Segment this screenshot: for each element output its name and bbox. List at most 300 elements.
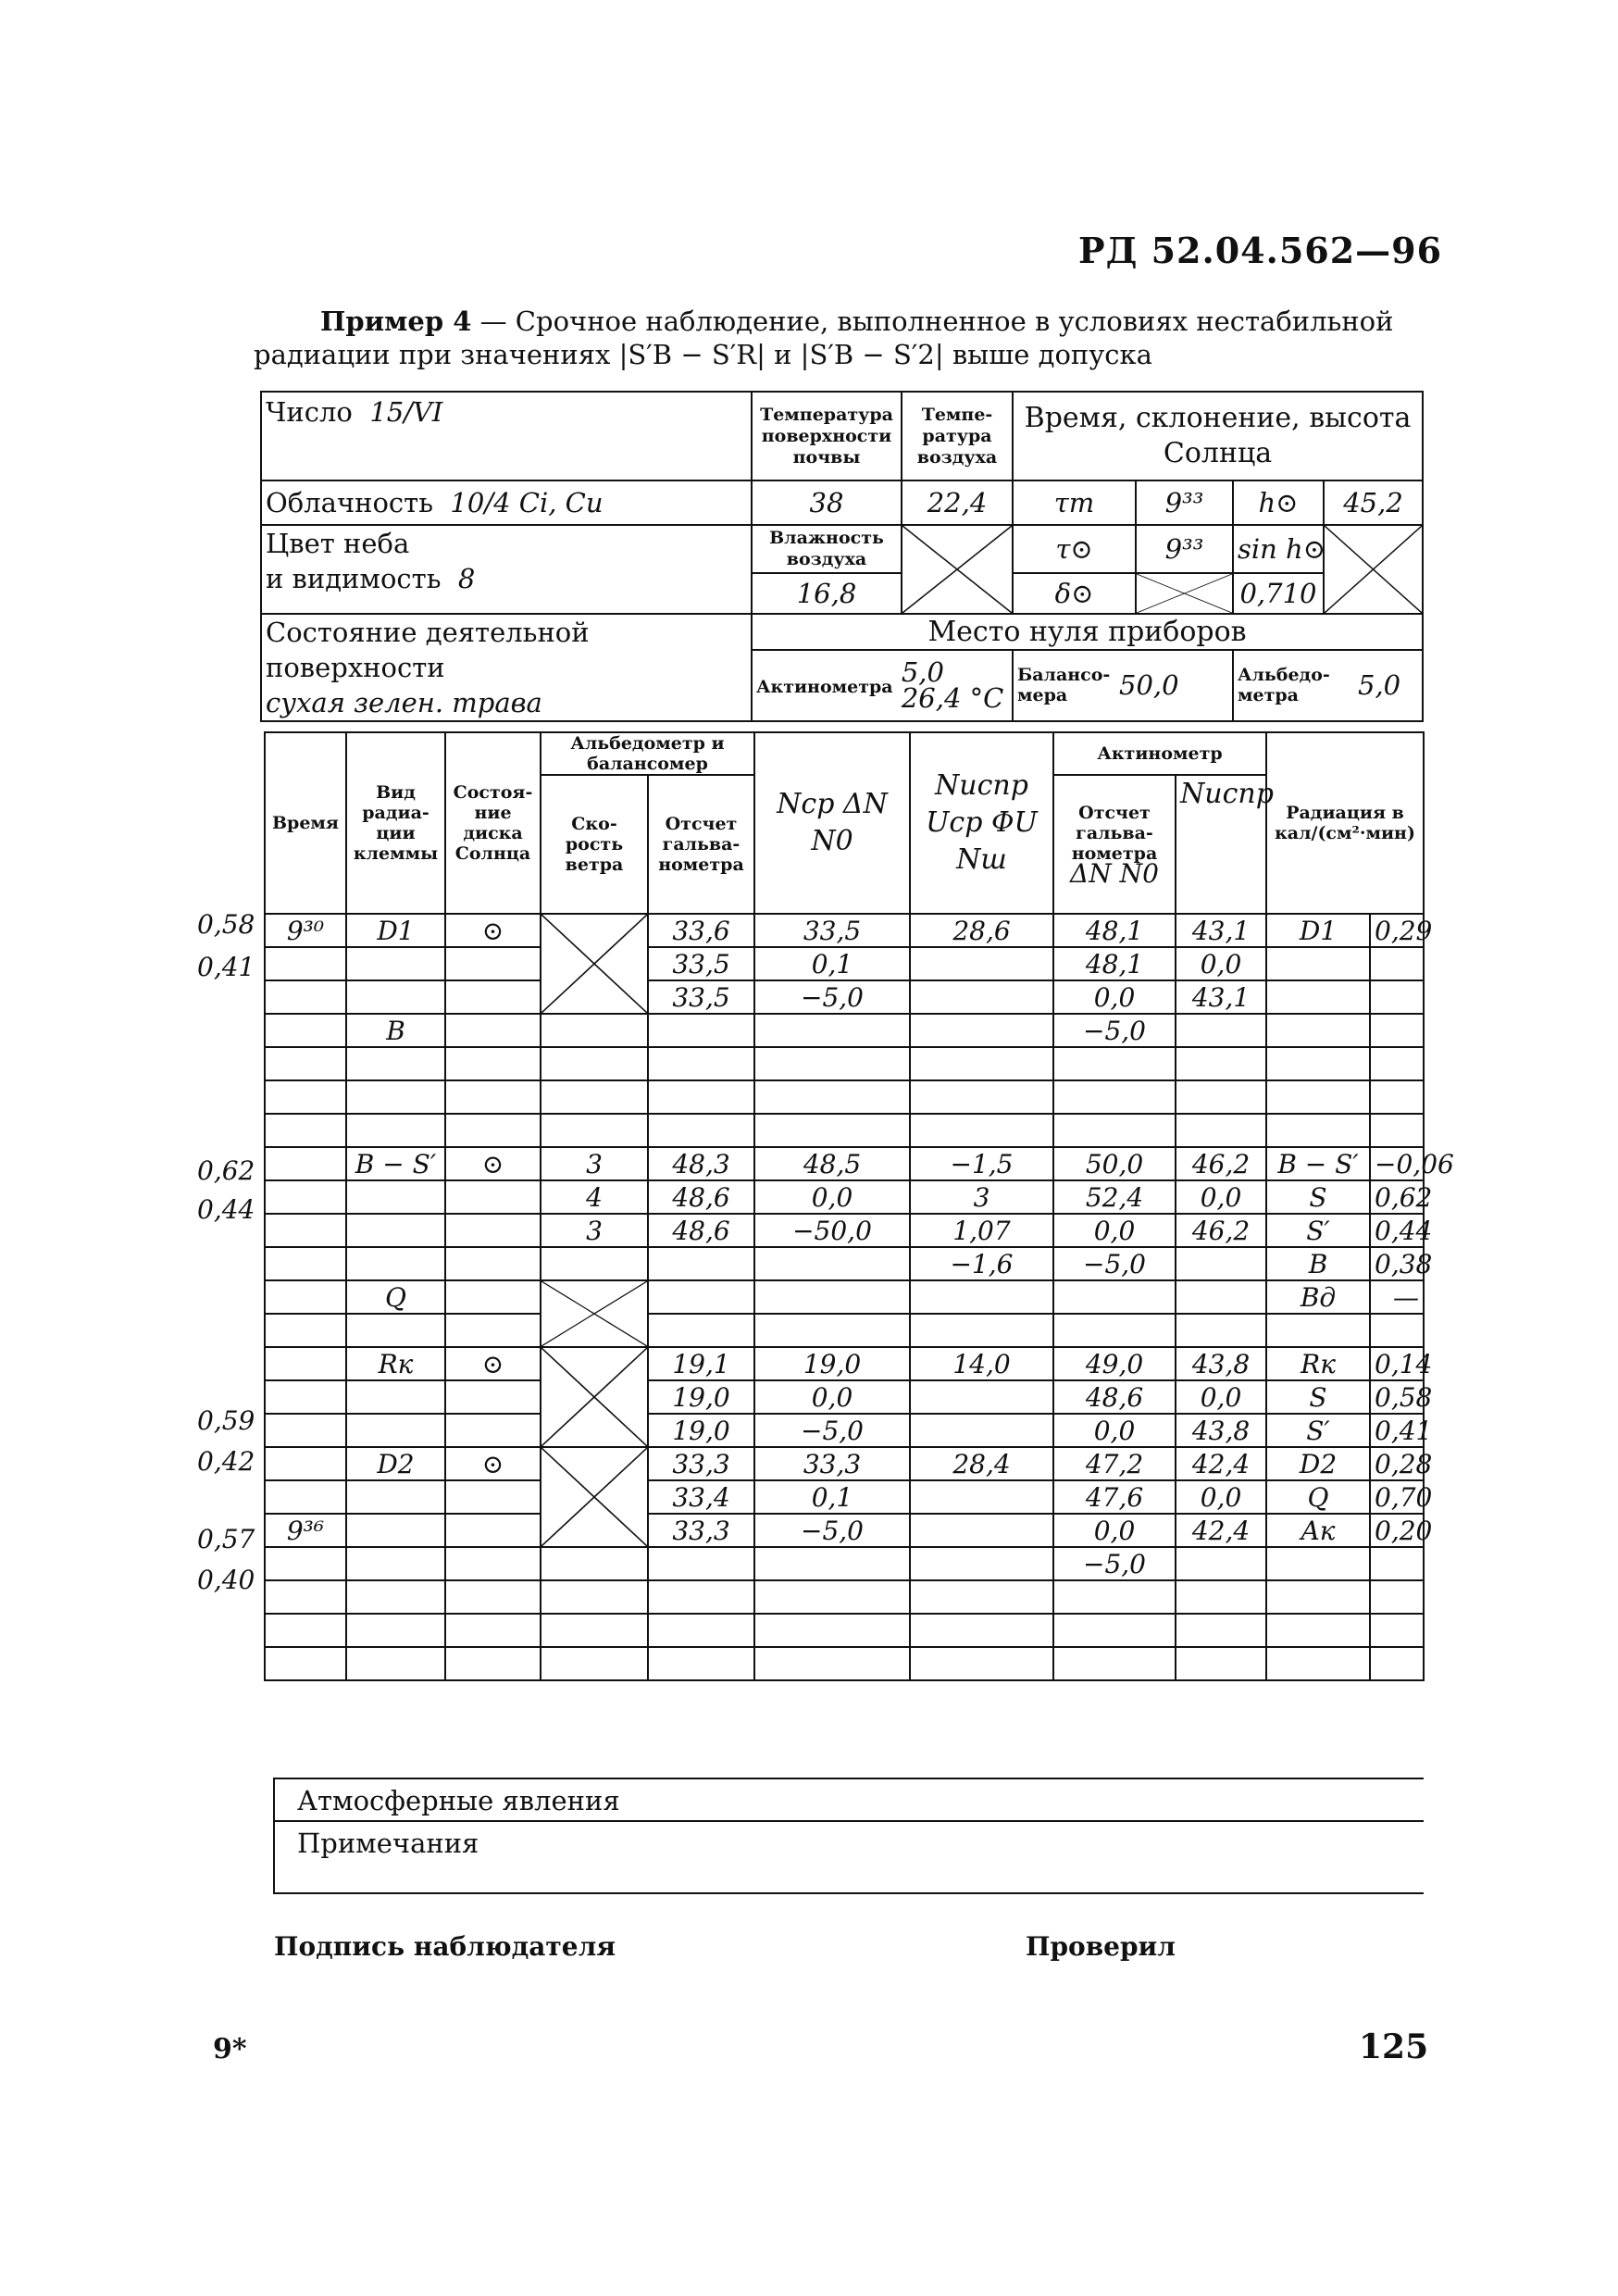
cell-nispr [910, 1080, 1053, 1114]
cell-rad-label: B − S′ [1266, 1147, 1370, 1180]
cell-anispr: 0,0 [1176, 1480, 1266, 1514]
cell-nispr [910, 1014, 1053, 1047]
cell-ncp [754, 1314, 910, 1347]
cell-nispr [910, 947, 1053, 980]
cell-wind [541, 1047, 648, 1080]
cell-nispr [910, 1514, 1053, 1547]
observation-table [264, 731, 1454, 1681]
table-row [265, 980, 1424, 1014]
table-row [265, 1614, 1424, 1647]
surface-cell: Состояние деятельной поверхности сухая зелен. трава [261, 614, 752, 721]
soil-temp-header: Температура поверхности почвы [752, 392, 902, 480]
table-row [265, 1047, 1424, 1080]
cell-anispr: 42,4 [1176, 1447, 1266, 1480]
cell-nispr: 3 [910, 1180, 1053, 1214]
cloud-cell: Облачность 10/4 Ci, Cu [261, 480, 752, 525]
cell-disk: ⊙ [445, 1347, 541, 1380]
side-value: 0,57 [197, 1524, 255, 1554]
cell-rad-value: 0,29 [1370, 914, 1424, 947]
cell-kind [346, 1080, 445, 1114]
cell-nispr [910, 1380, 1053, 1414]
cell-wind: 3 [541, 1147, 648, 1180]
cell-nispr [910, 1114, 1053, 1147]
air-temp-header: Темпе-ратура воздуха [902, 392, 1013, 480]
cell-kind [346, 1580, 445, 1614]
cell-anispr [1176, 1647, 1266, 1680]
crossed-cell [541, 1447, 648, 1547]
col-ncp: Nср ΔN N0 [754, 732, 910, 914]
cell-ncp: −50,0 [754, 1214, 910, 1247]
cell-rad-label: D1 [1266, 914, 1370, 947]
cell-rad-value [1370, 1114, 1424, 1147]
cell-time [265, 1480, 346, 1514]
cell-kind [346, 1114, 445, 1147]
cell-anispr [1176, 1047, 1266, 1080]
cell-rad-value: 0,20 [1370, 1514, 1424, 1547]
cell-wind [541, 1080, 648, 1114]
cell-disk [445, 1180, 541, 1214]
caption-line-2: радиации при значениях |S′B − S′R| и |S′B − S′2| выше допуска [254, 339, 1152, 370]
cell-agalv: 47,6 [1053, 1480, 1176, 1514]
cell-galv: 19,0 [648, 1414, 754, 1447]
cell-rad-label [1266, 1314, 1370, 1347]
cell-kind [346, 1514, 445, 1547]
side-value: 0,62 [197, 1155, 255, 1186]
cell-agalv: 0,0 [1053, 1514, 1176, 1547]
notes: Примечания [273, 1820, 1424, 1894]
cell-time [265, 1380, 346, 1414]
sky-cell: Цвет неба и видимость 8 [261, 525, 752, 614]
cell-disk [445, 1580, 541, 1614]
h-value: 45,2 [1324, 480, 1423, 525]
cell-nispr: −1,5 [910, 1147, 1053, 1180]
cell-time [265, 1014, 346, 1047]
cell-agalv [1053, 1614, 1176, 1647]
cell-nispr [910, 1647, 1053, 1680]
cell-disk [445, 1114, 541, 1147]
cell-rad-value: −0,06 [1370, 1147, 1424, 1180]
cell-time [265, 1280, 346, 1314]
cell-rad-label [1266, 1114, 1370, 1147]
cell-rad-value [1370, 947, 1424, 980]
cell-kind [346, 1247, 445, 1280]
cell-anispr [1176, 1280, 1266, 1314]
cell-nispr [910, 1414, 1053, 1447]
cell-time [265, 1147, 346, 1180]
table-row [265, 1547, 1424, 1580]
date-cell: Число 15/VI [261, 392, 752, 480]
col-disk: Состоя-ние диска Солнца [445, 732, 541, 914]
delta-label: δ⊙ [1013, 573, 1136, 614]
cell-agalv [1053, 1314, 1176, 1347]
table-row [265, 1447, 1424, 1480]
cell-ncp [754, 1247, 910, 1280]
atmospheric-phenomena: Атмосферные явления [273, 1778, 1424, 1820]
cell-galv: 48,3 [648, 1147, 754, 1180]
side-value: 0,42 [197, 1446, 255, 1477]
crossed-cell [541, 1280, 648, 1347]
cell-nispr: 1,07 [910, 1214, 1053, 1247]
cell-ncp: 0,1 [754, 1480, 910, 1514]
cell-galv [648, 1047, 754, 1080]
cell-agalv [1053, 1080, 1176, 1114]
cell-ncp: −5,0 [754, 1514, 910, 1547]
cell-ncp: 48,5 [754, 1147, 910, 1180]
cell-agalv: 48,1 [1053, 914, 1176, 947]
cell-anispr [1176, 1580, 1266, 1614]
cell-wind [541, 1647, 648, 1680]
cell-wind [541, 1247, 648, 1280]
cell-anispr: 43,1 [1176, 980, 1266, 1014]
cell-rad-value: 0,58 [1370, 1380, 1424, 1414]
cell-anispr [1176, 1014, 1266, 1047]
cell-galv: 33,6 [648, 914, 754, 947]
col-nispr: Nиспр Uср ΦU Nш [910, 732, 1053, 914]
cell-rad-label [1266, 1647, 1370, 1680]
table-row [265, 947, 1424, 980]
cell-ncp: 19,0 [754, 1347, 910, 1380]
cell-wind: 4 [541, 1180, 648, 1214]
cell-galv: 33,5 [648, 980, 754, 1014]
crossed-cell [541, 1347, 648, 1447]
soil-temp-value: 38 [752, 480, 902, 525]
cell-rad-label: S [1266, 1380, 1370, 1414]
col-albbal: Альбедометр и балансомер [541, 732, 754, 775]
cell-rad-value: 0,38 [1370, 1247, 1424, 1280]
cell-ncp [754, 1280, 910, 1314]
cell-time [265, 1547, 346, 1580]
cell-rad-value: 0,62 [1370, 1180, 1424, 1214]
cell-anispr [1176, 1314, 1266, 1347]
cell-agalv: 48,1 [1053, 947, 1176, 980]
cell-time [265, 1214, 346, 1247]
sinh-value: 0,710 [1233, 573, 1324, 614]
cell-wind [541, 1580, 648, 1614]
cell-anispr: 0,0 [1176, 1180, 1266, 1214]
cell-agalv: 0,0 [1053, 1214, 1176, 1247]
cell-galv: 33,4 [648, 1480, 754, 1514]
cell-disk [445, 1014, 541, 1047]
tau-label: τ⊙ [1013, 525, 1136, 573]
cell-rad-label [1266, 1580, 1370, 1614]
air-x-cell [902, 525, 1013, 614]
cell-galv: 19,1 [648, 1347, 754, 1380]
cell-time [265, 1180, 346, 1214]
cell-galv: 33,3 [648, 1514, 754, 1547]
table-row [265, 1080, 1424, 1114]
observer-signature: Подпись наблюдателя [274, 1931, 616, 1962]
cell-rad-label: Rк [1266, 1347, 1370, 1380]
col-agalv: Отсчет гальва-нометра ΔN N0 [1053, 775, 1176, 914]
cell-time [265, 1247, 346, 1280]
cell-disk [445, 1380, 541, 1414]
cell-agalv [1053, 1647, 1176, 1680]
col-wind: Ско-рость ветра [541, 775, 648, 914]
cell-kind [346, 1180, 445, 1214]
cell-agalv: 0,0 [1053, 980, 1176, 1014]
cell-time [265, 1447, 346, 1480]
cell-galv [648, 1647, 754, 1680]
cell-rad-label [1266, 947, 1370, 980]
cell-rad-label [1266, 1080, 1370, 1114]
table-row [265, 1647, 1424, 1680]
cell-time [265, 980, 346, 1014]
crossed-cell [541, 914, 648, 1014]
cell-anispr: 0,0 [1176, 947, 1266, 980]
cell-disk [445, 1314, 541, 1347]
cell-nispr [910, 980, 1053, 1014]
cell-time [265, 1614, 346, 1647]
cell-rad-label: Aк [1266, 1514, 1370, 1547]
delta-x-cell [1136, 573, 1233, 614]
table-row [265, 1480, 1424, 1514]
table-row [265, 1380, 1424, 1414]
cell-kind [346, 1047, 445, 1080]
table-row [265, 1147, 1424, 1180]
cell-agalv: −5,0 [1053, 1014, 1176, 1047]
cell-kind [346, 1480, 445, 1514]
cell-ncp [754, 1580, 910, 1614]
cell-wind [541, 1614, 648, 1647]
cell-kind: Rк [346, 1347, 445, 1380]
cell-time [265, 1580, 346, 1614]
cell-kind [346, 1647, 445, 1680]
cell-kind: D2 [346, 1447, 445, 1480]
cell-disk: ⊙ [445, 1147, 541, 1180]
cell-rad-value: 0,14 [1370, 1347, 1424, 1380]
sinh-label: sin h⊙ [1233, 525, 1324, 573]
caption-lead: Пример 4 [320, 306, 472, 337]
cell-anispr [1176, 1247, 1266, 1280]
balansomer-zero: Балансо-мера 50,0 [1013, 650, 1233, 721]
cell-galv [648, 1314, 754, 1347]
tau-value: 9³³ [1136, 525, 1233, 573]
cell-anispr: 0,0 [1176, 1380, 1266, 1414]
cell-rad-value: 0,44 [1370, 1214, 1424, 1247]
cell-galv [648, 1547, 754, 1580]
cell-kind [346, 1314, 445, 1347]
cell-ncp: 0,0 [754, 1380, 910, 1414]
cell-nispr: 28,6 [910, 914, 1053, 947]
cell-anispr: 46,2 [1176, 1214, 1266, 1247]
cell-kind: Q [346, 1280, 445, 1314]
cell-rad-label: D2 [1266, 1447, 1370, 1480]
cell-rad-value [1370, 1047, 1424, 1080]
albedometer-zero: Альбедо-метра 5,0 [1233, 650, 1423, 721]
humidity-value: 16,8 [752, 573, 902, 614]
table-row [265, 1514, 1424, 1547]
cell-disk [445, 1214, 541, 1247]
cell-galv [648, 1247, 754, 1280]
cell-ncp [754, 1647, 910, 1680]
cell-ncp [754, 1080, 910, 1114]
table-row [265, 1180, 1424, 1214]
cell-galv [648, 1280, 754, 1314]
cell-agalv: 0,0 [1053, 1414, 1176, 1447]
cell-rad-value [1370, 1647, 1424, 1680]
cell-rad-label [1266, 1047, 1370, 1080]
cell-nispr [910, 1047, 1053, 1080]
cell-rad-value: — [1370, 1280, 1424, 1314]
cell-agalv: −5,0 [1053, 1247, 1176, 1280]
cell-disk: ⊙ [445, 914, 541, 947]
cell-kind [346, 1414, 445, 1447]
side-value: 0,58 [197, 909, 255, 940]
side-value: 0,41 [197, 952, 255, 982]
observation-rows [265, 914, 1454, 1680]
cell-nispr: −1,6 [910, 1247, 1053, 1280]
cell-rad-label [1266, 1014, 1370, 1047]
cell-nispr [910, 1580, 1053, 1614]
cell-disk [445, 1514, 541, 1547]
cell-kind [346, 1614, 445, 1647]
cell-nispr: 28,4 [910, 1447, 1053, 1480]
cell-agalv: 50,0 [1053, 1147, 1176, 1180]
side-value: 0,40 [197, 1565, 255, 1595]
cell-disk [445, 1247, 541, 1280]
cell-ncp: −5,0 [754, 1414, 910, 1447]
cell-disk [445, 1414, 541, 1447]
cell-ncp: 0,1 [754, 947, 910, 980]
cell-kind [346, 980, 445, 1014]
cell-galv: 19,0 [648, 1380, 754, 1414]
cell-rad-label: Bд [1266, 1280, 1370, 1314]
page-number: 125 [1359, 2028, 1429, 2066]
cell-rad-label [1266, 1614, 1370, 1647]
cell-disk: ⊙ [445, 1447, 541, 1480]
cell-agalv: 49,0 [1053, 1347, 1176, 1380]
cell-galv: 33,3 [648, 1447, 754, 1480]
h-label: h⊙ [1233, 480, 1324, 525]
cell-agalv: 52,4 [1053, 1180, 1176, 1214]
cell-kind [346, 1214, 445, 1247]
cell-rad-label [1266, 980, 1370, 1014]
cell-rad-value [1370, 1314, 1424, 1347]
side-value: 0,44 [197, 1194, 255, 1225]
cell-agalv: 48,6 [1053, 1380, 1176, 1414]
cell-agalv [1053, 1114, 1176, 1147]
cell-anispr [1176, 1114, 1266, 1147]
cell-nispr [910, 1547, 1053, 1580]
cell-disk [445, 980, 541, 1014]
cell-disk [445, 1280, 541, 1314]
cell-rad-value: 0,41 [1370, 1414, 1424, 1447]
cell-time [265, 947, 346, 980]
cell-time [265, 1347, 346, 1380]
cell-anispr [1176, 1547, 1266, 1580]
cell-ncp: −5,0 [754, 980, 910, 1014]
cell-disk [445, 947, 541, 980]
cell-time [265, 1647, 346, 1680]
cell-kind [346, 947, 445, 980]
cell-galv: 33,5 [648, 947, 754, 980]
cell-rad-label: S′ [1266, 1214, 1370, 1247]
cell-wind: 3 [541, 1214, 648, 1247]
cell-time [265, 1314, 346, 1347]
cell-anispr [1176, 1080, 1266, 1114]
cell-disk [445, 1047, 541, 1080]
cell-time: 9³⁰ [265, 914, 346, 947]
cell-ncp [754, 1114, 910, 1147]
table-row [265, 1214, 1424, 1247]
tau-m-value: 9³³ [1136, 480, 1233, 525]
checked-by: Проверил [1026, 1931, 1176, 1962]
cell-nispr: 14,0 [910, 1347, 1053, 1380]
table-row [265, 1580, 1424, 1614]
cell-galv [648, 1114, 754, 1147]
cell-ncp: 0,0 [754, 1180, 910, 1214]
cell-disk [445, 1614, 541, 1647]
cell-ncp: 33,5 [754, 914, 910, 947]
table-row [265, 1114, 1424, 1147]
cell-anispr: 43,8 [1176, 1414, 1266, 1447]
cell-ncp [754, 1047, 910, 1080]
cell-wind [541, 1014, 648, 1047]
cell-anispr: 42,4 [1176, 1514, 1266, 1547]
col-rad: Радиация в кал/(см²·мин) [1266, 732, 1424, 914]
cell-rad-label: S [1266, 1180, 1370, 1214]
caption-text-1: — Срочное наблюдение, выполненное в условиях нестабильной [471, 306, 1394, 337]
sinh-x-cell [1324, 525, 1423, 614]
humidity-header: Влажность воздуха [752, 525, 902, 573]
cell-nispr [910, 1480, 1053, 1514]
table-row [265, 1314, 1424, 1347]
page-mark: 9* [213, 2033, 247, 2065]
cell-galv: 48,6 [648, 1214, 754, 1247]
cell-nispr [910, 1614, 1053, 1647]
col-kind: Вид радиа-ции клеммы [346, 732, 445, 914]
cell-kind [346, 1547, 445, 1580]
cell-wind [541, 1114, 648, 1147]
cell-agalv: −5,0 [1053, 1547, 1176, 1580]
table-row [265, 1247, 1424, 1280]
cell-rad-label: Q [1266, 1480, 1370, 1514]
col-time: Время [265, 732, 346, 914]
cell-rad-value [1370, 1080, 1424, 1114]
cell-ncp [754, 1614, 910, 1647]
table-row [265, 1347, 1424, 1380]
table-row [265, 914, 1424, 947]
cell-kind: D1 [346, 914, 445, 947]
cell-agalv [1053, 1280, 1176, 1314]
cell-rad-value [1370, 1614, 1424, 1647]
cell-disk [445, 1547, 541, 1580]
table-row [265, 1414, 1424, 1447]
actinometer-zero: Актинометра 5,0 26,4 °C [752, 650, 1013, 721]
air-temp-value: 22,4 [902, 480, 1013, 525]
cell-anispr: 46,2 [1176, 1147, 1266, 1180]
cell-time [265, 1080, 346, 1114]
cell-galv [648, 1014, 754, 1047]
header-table [260, 391, 1424, 722]
cell-galv [648, 1614, 754, 1647]
cell-wind [541, 1547, 648, 1580]
cell-disk [445, 1080, 541, 1114]
cell-anispr: 43,8 [1176, 1347, 1266, 1380]
cell-time [265, 1414, 346, 1447]
cell-ncp: 33,3 [754, 1447, 910, 1480]
cell-rad-value [1370, 1014, 1424, 1047]
col-actin: Актинометр [1053, 732, 1266, 775]
cell-disk [445, 1480, 541, 1514]
cell-nispr [910, 1280, 1053, 1314]
table-row [265, 1014, 1424, 1047]
cell-rad-value [1370, 1580, 1424, 1614]
tau-m-label: τm [1013, 480, 1136, 525]
cell-kind: B − S′ [346, 1147, 445, 1180]
col-anispr: Nиспр [1176, 775, 1266, 914]
cell-rad-value [1370, 1547, 1424, 1580]
